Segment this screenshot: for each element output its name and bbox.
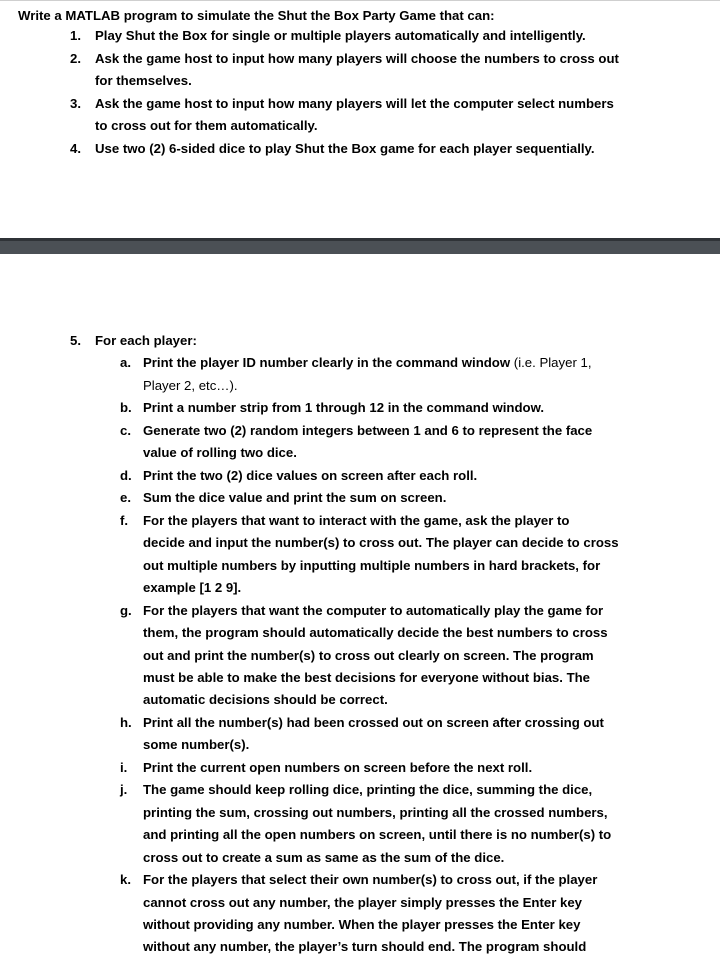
item-text: Player 2, etc…). bbox=[143, 378, 238, 393]
item-text: without any number, the player’s turn should end. The program should bbox=[143, 939, 587, 954]
item-text-normal: (i.e. Player 1, bbox=[510, 355, 592, 370]
item-text: Generate two (2) random integers between 1 and 6 to represent the face bbox=[143, 423, 593, 438]
item-text: decide and input the number(s) to cross out. The player can decide to cross bbox=[143, 535, 619, 550]
intro-item-number: 4. bbox=[70, 141, 81, 156]
intro-title: Write a MATLAB program to simulate the Shut the Box Party Game that can: bbox=[18, 8, 495, 23]
item-text bbox=[143, 355, 592, 371]
item-text: Print the two (2) dice values on screen after each roll. bbox=[143, 468, 478, 483]
section-number: 5. bbox=[70, 333, 81, 348]
item-letter: d. bbox=[120, 468, 132, 483]
item-text: For the players that want to interact with the game, ask the player to bbox=[143, 513, 570, 528]
item-text: value of rolling two dice. bbox=[143, 445, 297, 460]
item-text: automatic decisions should be correct. bbox=[143, 692, 388, 707]
intro-item-text: Ask the game host to input how many players will choose the numbers to cross out bbox=[95, 51, 619, 66]
section-title: For each player: bbox=[95, 333, 197, 348]
intro-item-number: 2. bbox=[70, 51, 81, 66]
item-text: Sum the dice value and print the sum on screen. bbox=[143, 490, 447, 505]
item-letter: h. bbox=[120, 715, 132, 730]
item-text: The game should keep rolling dice, printing the dice, summing the dice, bbox=[143, 782, 593, 797]
item-text: example [1 2 9]. bbox=[143, 580, 242, 595]
intro-item-text: Ask the game host to input how many players will let the computer select numbers bbox=[95, 96, 614, 111]
item-letter: k. bbox=[120, 872, 131, 887]
intro-item-number: 3. bbox=[70, 96, 81, 111]
item-text: and printing all the open numbers on screen, until there is no number(s) to bbox=[143, 827, 612, 842]
intro-item-text: for themselves. bbox=[95, 73, 192, 88]
intro-item-number: 1. bbox=[70, 28, 81, 43]
item-letter: i. bbox=[120, 760, 128, 775]
item-letter: a. bbox=[120, 355, 131, 370]
item-letter: j. bbox=[120, 782, 128, 797]
intro-item-text: Play Shut the Box for single or multiple players automatically and intelligently. bbox=[95, 28, 586, 43]
page-divider bbox=[0, 238, 720, 254]
item-text: Print the current open numbers on screen before the next roll. bbox=[143, 760, 533, 775]
item-text: them, the program should automatically decide the best numbers to cross bbox=[143, 625, 608, 640]
item-letter: f. bbox=[120, 513, 129, 528]
top-border bbox=[0, 0, 720, 1]
item-letter: e. bbox=[120, 490, 131, 505]
intro-item-text: to cross out for them automatically. bbox=[95, 118, 318, 133]
item-text: cross out to create a sum as same as the sum of the dice. bbox=[143, 850, 505, 865]
intro-item-text: Use two (2) 6-sided dice to play Shut the Box game for each player sequentially. bbox=[95, 141, 595, 156]
item-letter: g. bbox=[120, 603, 132, 618]
item-text: some number(s). bbox=[143, 737, 250, 752]
item-text: without providing any number. When the player presses the Enter key bbox=[143, 917, 581, 932]
item-text: Print a number strip from 1 through 12 in the command window. bbox=[143, 400, 545, 415]
item-letter: b. bbox=[120, 400, 132, 415]
item-text: For the players that want the computer to automatically play the game for bbox=[143, 603, 604, 618]
item-text: printing the sum, crossing out numbers, printing all the crossed numbers, bbox=[143, 805, 608, 820]
item-text: For the players that select their own number(s) to cross out, if the player bbox=[143, 872, 598, 887]
item-text: Print all the number(s) had been crossed out on screen after crossing out bbox=[143, 715, 604, 730]
item-letter: c. bbox=[120, 423, 131, 438]
item-text: cannot cross out any number, the player simply presses the Enter key bbox=[143, 895, 583, 910]
item-text: out multiple numbers by inputting multiple numbers in hard brackets, for bbox=[143, 558, 601, 573]
item-text-bold: Print the player ID number clearly in the command window bbox=[143, 355, 511, 370]
item-text: must be able to make the best decisions for everyone without bias. The bbox=[143, 670, 591, 685]
item-text: out and print the number(s) to cross out clearly on screen. The program bbox=[143, 648, 594, 663]
